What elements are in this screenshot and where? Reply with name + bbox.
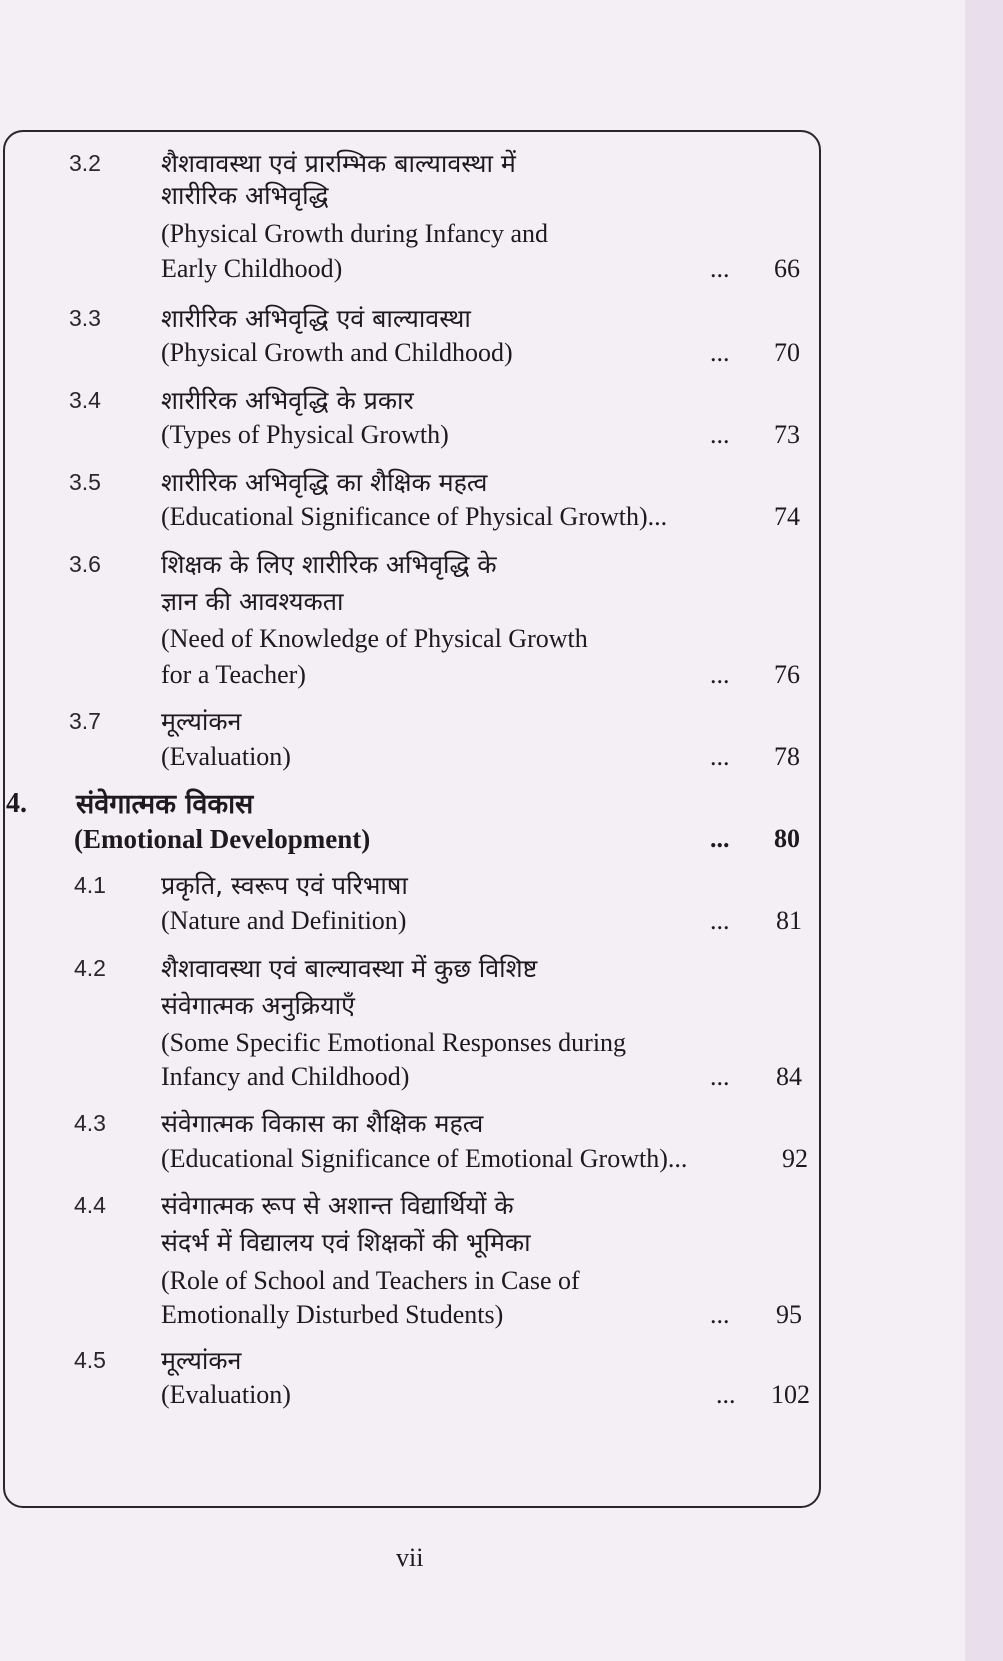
english-title: (Physical Growth during Infancy and [161, 219, 549, 248]
toc-entry-4-3-line2 [0, 1140, 1003, 1180]
page-number: 81 [776, 906, 802, 935]
leader-dots: ... [710, 660, 730, 689]
hindi-title: शारीरिक अभिवृद्धि एवं बाल्यावस्था [161, 304, 471, 333]
hindi-title: शैशवावस्था एवं प्रारम्भिक बाल्यावस्था में [161, 149, 516, 178]
page-number: 76 [774, 660, 800, 689]
hindi-title: शैशवावस्था एवं बाल्यावस्था में कुछ विशिष्ट [161, 954, 538, 983]
hindi-title: संदर्भ में विद्यालय एवं शिक्षकों की भूमिका [161, 1228, 531, 1257]
toc-entry-3-5 [0, 463, 1003, 503]
page-number: 74 [774, 502, 800, 531]
toc-entry-4-2-line4 [0, 1058, 1003, 1098]
section-number: 3.2 [69, 150, 101, 176]
page-footer-number: vii [396, 1543, 424, 1572]
english-title: (Some Specific Emotional Responses during [161, 1028, 627, 1057]
section-number: 3.7 [69, 708, 101, 734]
leader-dots: ... [710, 906, 730, 935]
toc-entry-4-2-line2 [0, 986, 1003, 1026]
page-number: 102 [771, 1380, 810, 1409]
leader-dots: ... [716, 1380, 736, 1409]
page-number: 66 [774, 254, 800, 283]
english-title: (Role of School and Teachers in Case of [161, 1266, 580, 1295]
hindi-title: संवेगात्मक विकास का शैक्षिक महत्व [161, 1109, 484, 1138]
hindi-title: शिक्षक के लिए शारीरिक अभिवृद्धि के [161, 550, 497, 579]
section-number: 4.4 [74, 1192, 106, 1218]
toc-entry-3-6-line3 [0, 620, 1003, 660]
toc-entry-3-4 [0, 381, 1003, 421]
toc-entry-4-1 [0, 866, 1003, 906]
toc-entry-3-7 [0, 702, 1003, 742]
toc-entry-4-5-line2 [0, 1376, 1003, 1416]
english-title: Early Childhood) [161, 254, 343, 283]
hindi-title: शारीरिक अभिवृद्धि का शैक्षिक महत्व [161, 468, 488, 497]
english-title: (Nature and Definition) [161, 906, 407, 935]
toc-entry-3-6-line2 [0, 582, 1003, 622]
english-title: (Types of Physical Growth) [161, 420, 449, 449]
page-number: 84 [776, 1062, 802, 1091]
toc-entry-4-1-line2 [0, 902, 1003, 942]
section-number: 4.3 [74, 1110, 106, 1136]
toc-entry-3-2-line4 [0, 250, 1003, 290]
section-number: 3.3 [69, 305, 101, 331]
english-title: (Evaluation) [161, 742, 291, 771]
english-title: for a Teacher) [161, 660, 306, 689]
hindi-title: शारीरिक अभिवृद्धि [161, 181, 329, 210]
toc-entry-3-2-line3 [0, 215, 1003, 255]
page-number: 70 [774, 338, 800, 367]
toc-entry-3-4-line2 [0, 416, 1003, 456]
english-title: (Educational Significance of Physical Growth)... [161, 502, 668, 531]
english-title: (Need of Knowledge of Physical Growth [161, 624, 588, 653]
section-number: 4.5 [74, 1347, 106, 1373]
toc-entry-4-3 [0, 1104, 1003, 1144]
toc-entry-4-4-line4 [0, 1296, 1003, 1336]
hindi-title: मूल्यांकन [161, 1346, 242, 1375]
leader-dots: ... [710, 254, 730, 283]
page-number: 92 [782, 1144, 808, 1173]
english-title: (Physical Growth and Childhood) [161, 338, 513, 367]
leader-dots: ... [710, 420, 730, 449]
chapter-english-title: (Emotional Development) [74, 824, 371, 854]
page-number: 80 [774, 824, 800, 853]
toc-entry-3-6 [0, 545, 1003, 585]
hindi-title: संवेगात्मक रूप से अशान्त विद्यार्थियों के [161, 1191, 514, 1220]
english-title: Infancy and Childhood) [161, 1062, 410, 1091]
english-title: (Educational Significance of Emotional Growth)... [161, 1144, 688, 1173]
toc-entry-3-7-line2 [0, 738, 1003, 778]
chapter-heading-4 [0, 782, 1003, 822]
hindi-title: शारीरिक अभिवृद्धि के प्रकार [161, 386, 414, 415]
section-number: 3.6 [69, 551, 101, 577]
toc-entry-3-6-line4 [0, 656, 1003, 696]
toc-entry-4-2 [0, 949, 1003, 989]
toc-entry-4-4-line2 [0, 1223, 1003, 1263]
leader-dots: ... [710, 1062, 730, 1091]
toc-entry-3-3-line2 [0, 334, 1003, 374]
section-number: 4.2 [74, 955, 106, 981]
toc-entry-3-2-line2 [0, 176, 1003, 216]
chapter-heading-4-line2 [0, 820, 1003, 860]
page-number: 95 [776, 1300, 802, 1329]
leader-dots: ... [710, 742, 730, 771]
section-number: 4.1 [74, 872, 106, 898]
hindi-title: ज्ञान की आवश्यकता [161, 587, 344, 616]
hindi-title: संवेगात्मक अनुक्रियाएँ [161, 991, 355, 1020]
english-title: Emotionally Disturbed Students) [161, 1300, 504, 1329]
page-number: 78 [774, 742, 800, 771]
hindi-title: मूल्यांकन [161, 707, 242, 736]
toc-entry-4-5 [0, 1341, 1003, 1381]
leader-dots: ... [710, 824, 730, 853]
toc-entry-3-3 [0, 299, 1003, 339]
section-number: 3.5 [69, 469, 101, 495]
chapter-hindi-title: संवेगात्मक विकास [76, 789, 254, 820]
toc-entry-3-5-line2 [0, 498, 1003, 538]
leader-dots: ... [710, 338, 730, 367]
section-number: 3.4 [69, 387, 101, 413]
english-title: (Evaluation) [161, 1380, 291, 1409]
page-number: 73 [774, 420, 800, 449]
hindi-title: प्रकृति, स्वरूप एवं परिभाषा [161, 871, 408, 900]
chapter-number: 4. [6, 788, 27, 819]
toc-entry-4-4 [0, 1186, 1003, 1226]
leader-dots: ... [710, 1300, 730, 1329]
